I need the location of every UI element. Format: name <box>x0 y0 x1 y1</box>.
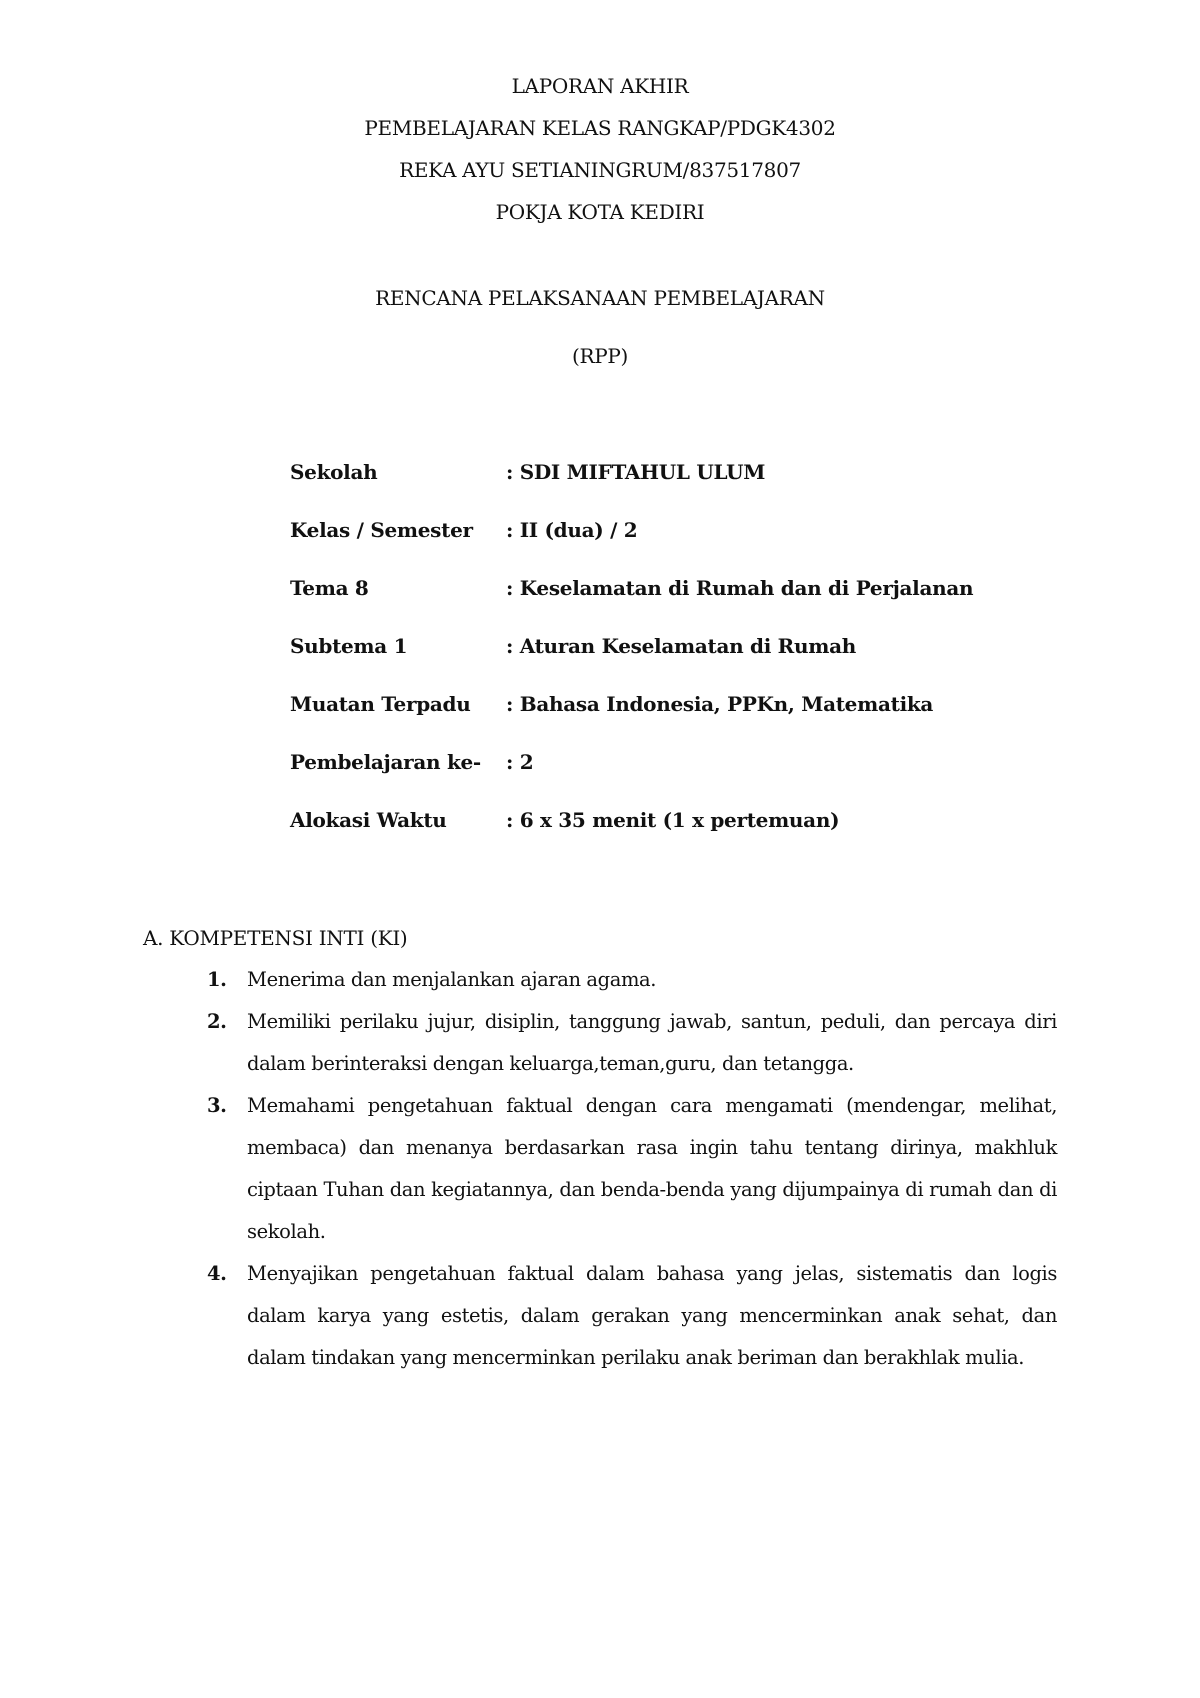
list-item <box>207 959 1057 1001</box>
info-label: Alokasi Waktu <box>290 808 447 832</box>
info-label: Tema 8 <box>290 576 369 600</box>
info-value: : 2 <box>506 750 534 774</box>
list-item-number: 3. <box>207 1094 227 1117</box>
list-item-number: 2. <box>207 1010 227 1033</box>
info-label: Kelas / Semester <box>290 518 473 542</box>
info-value: : Aturan Keselamatan di Rumah <box>506 634 856 658</box>
course-line: PEMBELAJARAN KELAS RANGKAP/PDGK4302 <box>364 116 836 140</box>
list-item <box>207 1253 1057 1379</box>
list-item-text: Memiliki perilaku jujur, disiplin, tanggung jawab, santun, peduli, dan percaya diri dalam berinteraksi dengan keluarga,teman,guru, dan tetangga. <box>247 1010 1057 1075</box>
list-item-text: Menyajikan pengetahuan faktual dalam bahasa yang jelas, sistematis dan logis dalam karya yang estetis, dalam gerakan yang mencerminkan anak sehat, dan dalam tindakan yang mencerminkan perilaku anak beriman dan berakhlak mulia. <box>247 1262 1057 1369</box>
info-value: : SDI MIFTAHUL ULUM <box>506 460 766 484</box>
list-item-number: 4. <box>207 1262 227 1285</box>
rpp-abbreviation: (RPP) <box>571 344 629 368</box>
info-value: : II (dua) / 2 <box>506 518 638 542</box>
report-title: LAPORAN AKHIR <box>511 74 689 98</box>
info-value: : 6 x 35 menit (1 x pertemuan) <box>506 808 840 832</box>
info-label: Muatan Terpadu <box>290 692 471 716</box>
info-label: Subtema 1 <box>290 634 408 658</box>
info-value: : Bahasa Indonesia, PPKn, Matematika <box>506 692 934 716</box>
list-item-text: Menerima dan menjalankan ajaran agama. <box>247 968 657 991</box>
list-item <box>207 1001 1057 1085</box>
section-heading: A. KOMPETENSI INTI (KI) <box>143 926 408 950</box>
list-item <box>207 1085 1057 1253</box>
rpp-title: RENCANA PELAKSANAAN PEMBELAJARAN <box>375 286 825 310</box>
list-item-number: 1. <box>207 968 227 991</box>
author-line: REKA AYU SETIANINGRUM/837517807 <box>399 158 801 182</box>
info-label: Pembelajaran ke- <box>290 750 481 774</box>
pokja-line: POKJA KOTA KEDIRI <box>495 200 705 224</box>
info-label: Sekolah <box>290 460 378 484</box>
info-value: : Keselamatan di Rumah dan di Perjalanan <box>506 576 974 600</box>
list-item-text: Memahami pengetahuan faktual dengan cara mengamati (mendengar, melihat, membaca) dan menanya berdasarkan rasa ingin tahu tentang dirinya, makhluk ciptaan Tuhan dan kegiatannya, dan benda-benda yang dijumpainya di rumah dan di sekolah. <box>247 1094 1057 1243</box>
